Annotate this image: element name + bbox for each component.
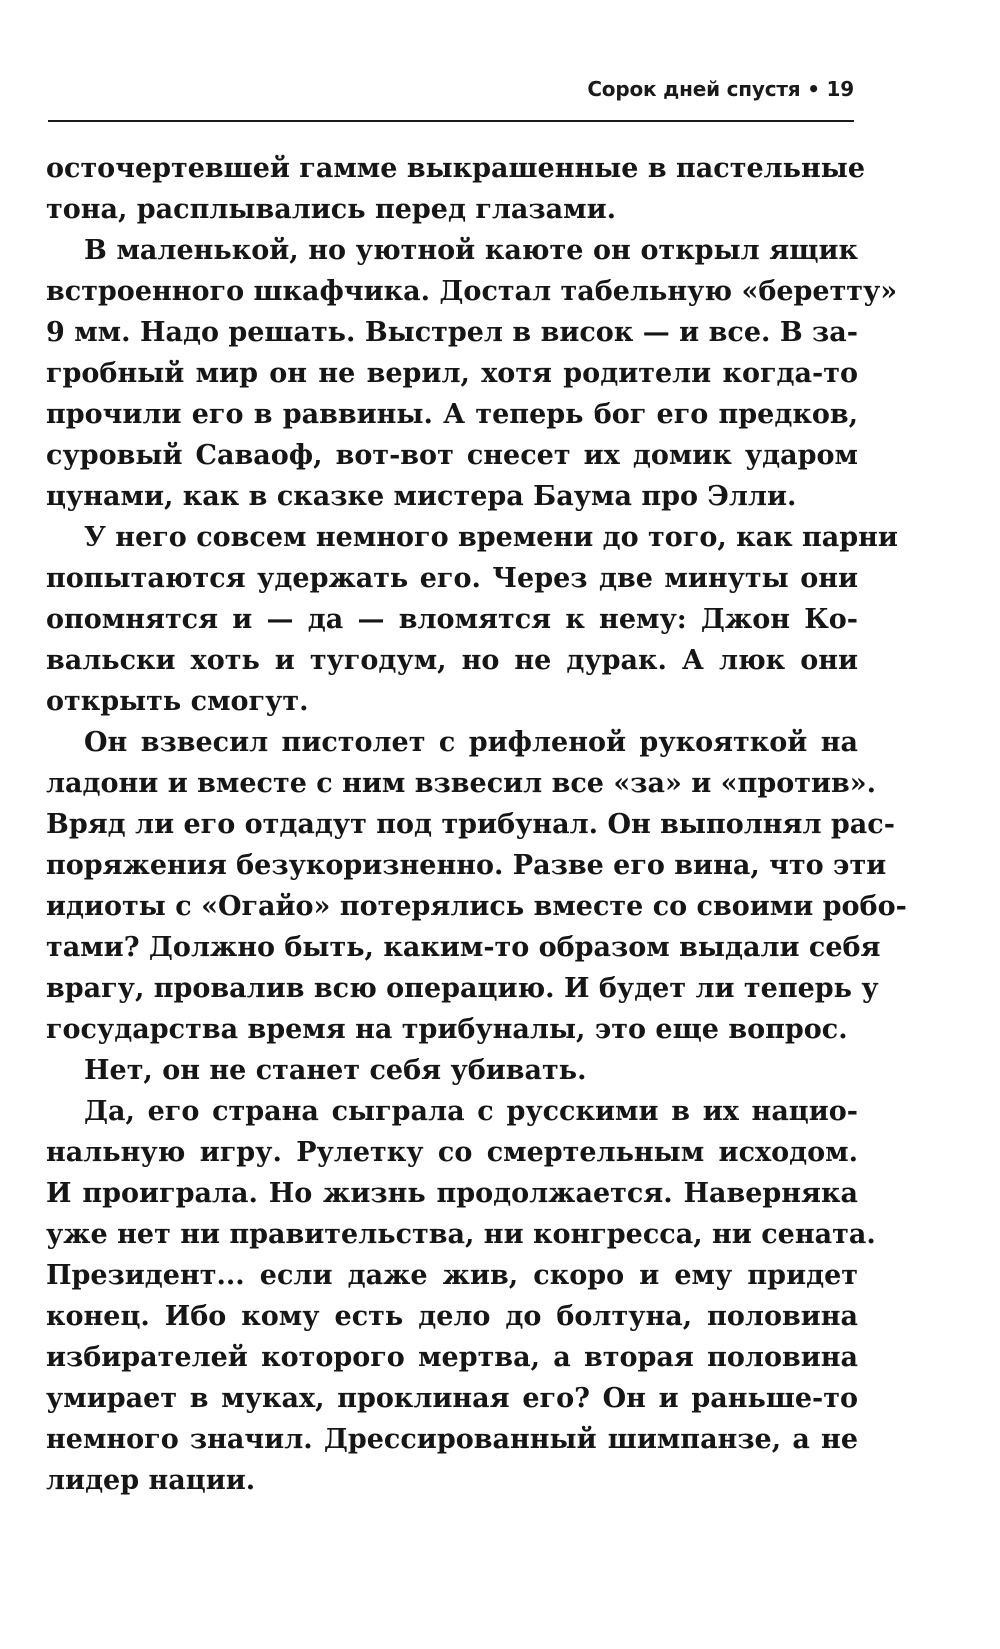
- text-line: В маленькой, но уютной каюте он открыл ящик: [84, 235, 858, 266]
- text-line: цунами, как в сказке мистера Баума про Элли.: [46, 481, 797, 512]
- text-line: уже нет ни правительства, ни конгресса, ни сената.: [46, 1219, 876, 1250]
- text-line: тона, расплывались перед глазами.: [46, 194, 617, 225]
- text-line: немного значил. Дрессированный шимпанзе, а не: [46, 1424, 858, 1455]
- text-line: вальски хоть и тугодум, но не дурак. А люк они: [46, 645, 858, 676]
- text-line: умирает в муках, проклиная его? Он и раньше-то: [46, 1383, 858, 1414]
- text-line: ладони и вместе с ним взвесил все «за» и «против».: [46, 768, 876, 799]
- text-line: И проиграла. Но жизнь продолжается. Наверняка: [46, 1178, 858, 1209]
- text-line: нальную игру. Рулетку со смертельным исходом.: [46, 1137, 858, 1168]
- body-text: [46, 148, 907, 1501]
- text-line: гробный мир он не верил, хотя родители когда-то: [46, 358, 858, 389]
- text-line: тами? Должно быть, каким-то образом выдали себя: [46, 932, 881, 963]
- text-line: Нет, он не станет себя убивать.: [84, 1055, 587, 1086]
- text-line: попытаются удержать его. Через две минуты они: [46, 563, 858, 594]
- text-line: суровый Саваоф, вот-вот снесет их домик ударом: [46, 440, 858, 471]
- header-rule: [48, 120, 854, 122]
- text-line: идиоты с «Огайо» потерялись вместе со своими робо-: [46, 891, 907, 922]
- text-line: врагу, провалив всю операцию. И будет ли теперь у: [46, 973, 879, 1004]
- text-line: У него совсем немного времени до того, как парни: [84, 522, 898, 553]
- text-line: Он взвесил пистолет с рифленой рукояткой на: [84, 727, 858, 758]
- text-line: Да, его страна сыграла с русскими в их нацио-: [84, 1096, 858, 1127]
- text-line: конец. Ибо кому есть дело до болтуна, половина: [46, 1301, 858, 1332]
- text-line: избирателей которого мертва, а вторая половина: [46, 1342, 858, 1373]
- text-line: осточертевшей гамме выкрашенные в пастельные: [46, 153, 866, 184]
- text-line: Президент... если даже жив, скоро и ему придет: [46, 1260, 858, 1291]
- text-line: открыть смогут.: [46, 686, 309, 717]
- text-line: прочили его в раввины. А теперь бог его предков,: [46, 399, 858, 430]
- running-head: Сорок дней спустя • 19: [587, 77, 854, 101]
- text-line: лидер нации.: [46, 1465, 256, 1496]
- text-line: 9 мм. Надо решать. Выстрел в висок — и все. В за-: [46, 317, 858, 348]
- text-line: Вряд ли его отдадут под трибунал. Он выполнял рас-: [46, 809, 895, 840]
- text-line: поряжения безукоризненно. Разве его вина, что эти: [46, 850, 887, 881]
- text-line: государства время на трибуналы, это еще вопрос.: [46, 1014, 848, 1045]
- text-line: встроенного шкафчика. Достал табельную «беретту»: [46, 276, 898, 307]
- text-line: опомнятся и — да — вломятся к нему: Джон Ко-: [46, 604, 858, 635]
